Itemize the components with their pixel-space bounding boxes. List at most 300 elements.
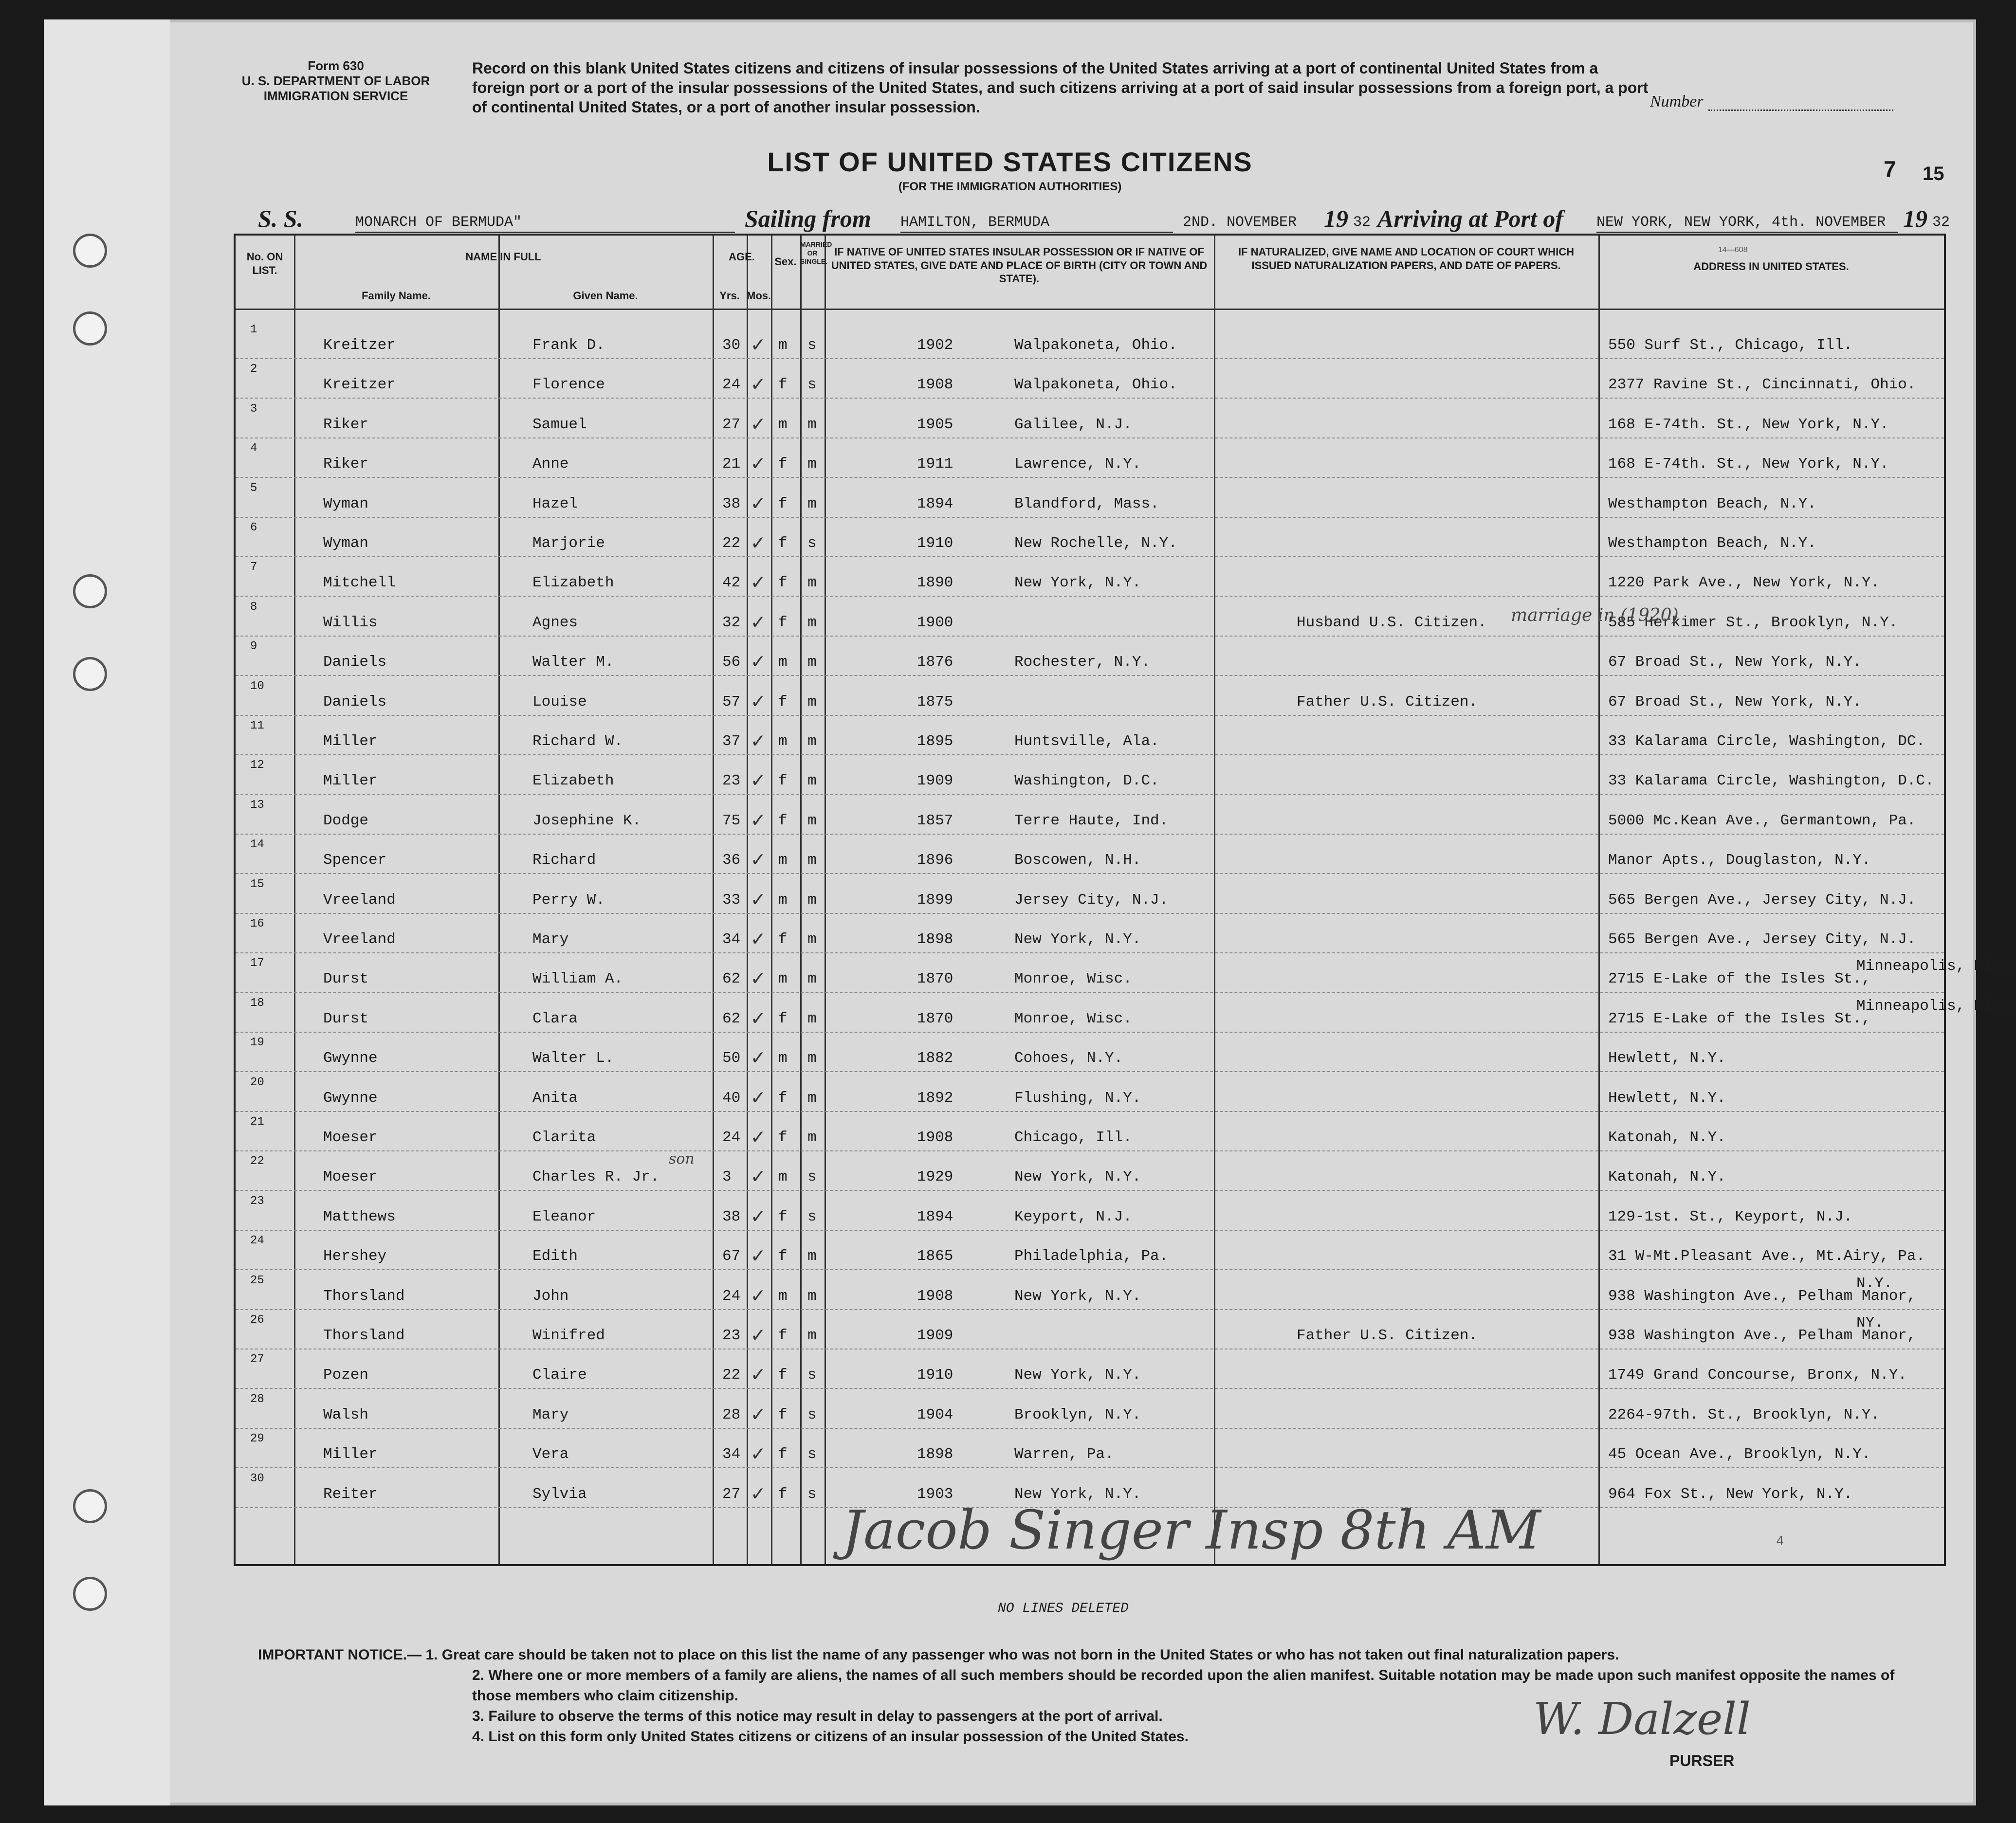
address: 33 Kalarama Circle, Washington, D.C. [1608, 772, 1934, 790]
sex: f [778, 1367, 788, 1384]
address: Hewlett, N.Y. [1608, 1089, 1726, 1107]
family-name: Thorsland [323, 1287, 405, 1305]
sex: m [778, 891, 788, 909]
birth-place: Monroe, Wisc. [1014, 1010, 1132, 1027]
family-name: Mitchell [323, 574, 396, 592]
notice-item: 2. Where one or more members of a family are aliens, the names of all such members should be recorded upon the alien manifest. Suitable notation may be made upon such manifest opposite the names of those members who claim citizenship. [472, 1667, 1895, 1704]
family-name: Hershey [323, 1248, 387, 1265]
check-mark-icon: ✓ [751, 611, 765, 636]
marriage-note: marriage in (1920) [1511, 605, 1679, 625]
birth-year: 1875 [917, 693, 953, 711]
given-name: Vera [532, 1446, 569, 1463]
address: 33 Kalarama Circle, Washington, DC. [1608, 733, 1925, 750]
birth-year: 1890 [917, 574, 953, 592]
given-name: Perry W. [532, 891, 605, 909]
given-name: Eleanor [532, 1208, 596, 1225]
row-divider [236, 1150, 1944, 1151]
given-name: Agnes [532, 614, 578, 631]
birth-place: New York, N.Y. [1014, 1485, 1141, 1503]
address: 2377 Ravine St., Cincinnati, Ohio. [1608, 376, 1916, 394]
age: 50 [722, 1050, 741, 1067]
age: 33 [722, 891, 741, 909]
sex: f [778, 1327, 788, 1344]
birth-place: Blandford, Mass. [1014, 495, 1159, 512]
row-divider [236, 398, 1944, 399]
check-mark-icon: ✓ [751, 532, 765, 556]
sex: f [778, 495, 788, 512]
row-divider [236, 477, 1944, 478]
marital-status: m [807, 614, 817, 631]
given-name: Richard W. [532, 733, 623, 750]
marital-status: m [807, 1050, 817, 1067]
birth-place: Monroe, Wisc. [1014, 970, 1132, 988]
marital-status: m [807, 772, 817, 790]
row-number: 25 [250, 1274, 264, 1287]
col-header-sex: Sex. [774, 255, 797, 268]
family-name: Reiter [323, 1485, 378, 1503]
naturalization: Husband U.S. Citizen. [1297, 614, 1487, 631]
age: 24 [722, 1287, 741, 1305]
sex: f [778, 535, 788, 552]
given-name: Clara [532, 1010, 578, 1027]
check-mark-icon: ✓ [751, 809, 765, 834]
row-number: 4 [250, 442, 257, 456]
marital-status: m [807, 891, 817, 909]
check-mark-icon: ✓ [751, 730, 765, 754]
age: 56 [722, 654, 741, 671]
check-mark-icon: ✓ [751, 1284, 765, 1309]
birth-year: 1908 [917, 1287, 953, 1305]
given-name: Walter L. [532, 1050, 614, 1067]
address: Katonah, N.Y. [1608, 1129, 1726, 1146]
check-mark-icon: ✓ [751, 1443, 765, 1468]
purser-signature: W. Dalzell [1533, 1694, 1751, 1745]
marital-status: m [807, 1010, 817, 1027]
check-mark-icon: ✓ [751, 334, 765, 358]
form-header [238, 58, 433, 104]
row-number: 23 [250, 1194, 264, 1208]
check-mark-icon: ✓ [751, 1126, 765, 1150]
birth-place: Walpakoneta, Ohio. [1014, 337, 1177, 354]
notice-item: 1. Great care should be taken not to place on this list the name of any passenger who was not born in the United States or who has not taken out final naturalization papers. [425, 1647, 1619, 1663]
address: 565 Bergen Ave., Jersey City, N.J. [1608, 931, 1916, 948]
birth-place: Galilee, N.J. [1014, 416, 1132, 433]
marital-status: m [807, 931, 817, 948]
row-divider [236, 1071, 1944, 1072]
birth-place: Rochester, N.Y. [1014, 654, 1151, 671]
sex: m [778, 654, 788, 671]
marital-status: m [807, 1287, 817, 1305]
marital-status: m [807, 693, 817, 711]
binder-hole [73, 657, 107, 691]
row-divider [236, 517, 1944, 518]
address: 2264-97th. St., Brooklyn, N.Y. [1608, 1406, 1880, 1423]
address-line-2: N.Y. [1856, 1275, 1893, 1292]
col-header-yrs: Yrs. [719, 290, 740, 302]
given-name: Louise [532, 693, 587, 711]
row-number: 13 [250, 798, 264, 812]
check-mark-icon: ✓ [751, 373, 765, 398]
row-divider [236, 1230, 1944, 1231]
row-number: 1 [250, 323, 257, 336]
form-number: Form 630 [308, 58, 364, 73]
check-mark-icon: ✓ [751, 1047, 765, 1072]
address: 168 E-74th. St., New York, N.Y. [1608, 416, 1889, 433]
sex: f [778, 574, 788, 592]
row-number: 18 [250, 996, 264, 1010]
age: 30 [722, 337, 741, 354]
birth-year: 1857 [917, 812, 953, 829]
birth-year: 1870 [917, 1010, 953, 1027]
family-name: Gwynne [323, 1050, 378, 1067]
age: 42 [722, 574, 741, 592]
check-mark-icon: ✓ [751, 651, 765, 675]
given-name: Walter M. [532, 654, 614, 671]
family-name: Miller [323, 733, 378, 750]
row-number: 3 [250, 402, 257, 416]
marital-status: m [807, 1248, 817, 1265]
family-name: Moeser [323, 1129, 378, 1146]
age: 28 [722, 1406, 741, 1423]
birth-year: 1905 [917, 416, 953, 433]
sex: m [778, 1050, 788, 1067]
birth-year: 1910 [917, 535, 953, 552]
birth-place: Cohoes, N.Y. [1014, 1050, 1123, 1067]
ship-name: MONARCH OF BERMUDA" [355, 214, 735, 233]
birth-year: 1870 [917, 970, 953, 988]
row-number: 15 [250, 877, 264, 891]
check-mark-icon: ✓ [751, 769, 765, 794]
birth-place: Jersey City, N.J. [1014, 891, 1169, 909]
marital-status: m [807, 970, 817, 988]
sex: m [778, 1287, 788, 1305]
family-name: Riker [323, 456, 369, 473]
row-number: 8 [250, 600, 257, 614]
birth-place: Keyport, N.J. [1014, 1208, 1132, 1225]
notice-item: 4. List on this form only United States citizens or citizens of an insular possession of the United States. [472, 1729, 1189, 1745]
check-mark-icon: ✓ [751, 849, 765, 874]
col-header-married: MARRIED OR SINGLE. [800, 240, 832, 265]
marital-status: s [807, 376, 817, 394]
birth-year: 1894 [917, 495, 953, 512]
manifest-page [44, 19, 2011, 1805]
family-name: Moeser [323, 1168, 378, 1186]
row-divider [236, 358, 1944, 359]
birth-year: 1882 [917, 1050, 953, 1067]
marital-status: s [807, 1485, 817, 1503]
family-name: Vreeland [323, 931, 396, 948]
row-divider [236, 675, 1944, 676]
check-mark-icon: ✓ [751, 1364, 765, 1388]
given-name: Winifred [532, 1327, 605, 1344]
age: 37 [722, 733, 741, 750]
sex: m [778, 416, 788, 433]
age: 27 [722, 416, 741, 433]
age: 38 [722, 495, 741, 512]
birth-place: Philadelphia, Pa. [1014, 1248, 1169, 1265]
row-number: 29 [250, 1432, 264, 1446]
citizens-table [234, 234, 2011, 1566]
marital-status: m [807, 812, 817, 829]
address: 31 W-Mt.Pleasant Ave., Mt.Airy, Pa. [1608, 1248, 1925, 1265]
row-number: 9 [250, 640, 257, 654]
address: 938 Washington Ave., Pelham Manor, [1608, 1327, 1916, 1344]
page-title: LIST OF UNITED STATES CITIZENS [767, 146, 1253, 177]
age: 22 [722, 535, 741, 552]
row-number: 19 [250, 1036, 264, 1050]
row-number: 7 [250, 561, 257, 574]
address: 565 Bergen Ave., Jersey City, N.J. [1608, 891, 1916, 909]
address: Katonah, N.Y. [1608, 1168, 1726, 1186]
birth-year: 1908 [917, 1129, 953, 1146]
check-mark-icon: ✓ [751, 453, 765, 477]
marital-status: m [807, 1327, 817, 1344]
age: 62 [722, 1010, 741, 1027]
sex: f [778, 812, 788, 829]
age: 38 [722, 1208, 741, 1225]
address-line-2: Minneapolis, Minn [1856, 958, 2011, 975]
birth-place: New York, N.Y. [1014, 1367, 1141, 1384]
given-name: Charles R. Jr. [532, 1168, 660, 1186]
binder-hole [73, 1489, 107, 1523]
sex: f [778, 772, 788, 790]
given-name: Samuel [532, 416, 587, 433]
birth-year: 1898 [917, 931, 953, 948]
sex: f [778, 1248, 788, 1265]
address: 45 Ocean Ave., Brooklyn, N.Y. [1608, 1446, 1871, 1463]
marital-status: m [807, 852, 817, 869]
row-divider [236, 596, 1944, 597]
check-mark-icon: ✓ [751, 1245, 765, 1270]
address: 585 Herkimer St., Brooklyn, N.Y. [1608, 614, 1898, 631]
marital-status: s [807, 1208, 817, 1225]
birth-year: 1909 [917, 1327, 953, 1344]
address: Westhampton Beach, N.Y. [1608, 535, 1816, 552]
intro-text: Record on this blank United States citizens and citizens of insular possessions of the United States arriving at a port of continental United States from a foreign port or a port of the insular possessions of the United States, and such citizens arriving at a port of said insular possessions from a foreign port, a port of continental United States, or a port of another insular possession. [472, 59, 1649, 116]
marital-status: s [807, 1446, 817, 1463]
number-label: Number [1650, 92, 1704, 110]
row-divider [236, 754, 1944, 755]
given-name: Clarita [532, 1129, 596, 1146]
address: 938 Washington Ave., Pelham Manor, [1608, 1287, 1916, 1305]
sex: f [778, 1406, 788, 1423]
given-name: Frank D. [532, 337, 605, 354]
birth-place: Walpakoneta, Ohio. [1014, 376, 1177, 394]
page-mark-2: 15 [1923, 163, 1944, 184]
address: 5000 Mc.Kean Ave., Germantown, Pa. [1608, 812, 1916, 829]
birth-place: Terre Haute, Ind. [1014, 812, 1169, 829]
age: 23 [722, 1327, 741, 1344]
sex: f [778, 1129, 788, 1146]
birth-year: 1900 [917, 614, 953, 631]
row-divider [236, 636, 1944, 637]
row-number: 10 [250, 679, 264, 693]
address: 129-1st. St., Keyport, N.J. [1608, 1208, 1853, 1225]
given-name: Anita [532, 1089, 578, 1107]
age: 27 [722, 1485, 741, 1503]
age: 23 [722, 772, 741, 790]
check-mark-icon: ✓ [751, 1482, 765, 1507]
arrival-year: 32 [1932, 214, 1950, 231]
no-lines-deleted: NO LINES DELETED [998, 1601, 1129, 1616]
naturalization: Father U.S. Citizen. [1297, 1327, 1478, 1344]
row-divider [236, 913, 1944, 914]
sex: f [778, 1010, 788, 1027]
col-header-naturalized: IF NATURALIZED, GIVE NAME AND LOCATION OF COURT WHICH ISSUED NATURALIZATION PAPERS, AND DATE OF PAPERS. [1238, 246, 1575, 272]
row-number: 16 [250, 917, 264, 930]
birth-year: 1896 [917, 852, 953, 869]
row-divider [236, 794, 1944, 795]
marital-status: s [807, 535, 817, 552]
birth-place: New York, N.Y. [1014, 931, 1141, 948]
family-name: Gwynne [323, 1089, 378, 1107]
family-name: Dodge [323, 812, 369, 829]
page-margin-strip [44, 19, 170, 1805]
family-name: Pozen [323, 1367, 369, 1384]
birth-place: Warren, Pa. [1014, 1446, 1114, 1463]
sex: m [778, 852, 788, 869]
departure-year-prefix: 19 [1324, 205, 1348, 232]
row-number: 28 [250, 1392, 264, 1406]
given-name: Sylvia [532, 1485, 587, 1503]
page-mark: 7 [1884, 156, 1896, 182]
row-divider [236, 1032, 1944, 1033]
family-name: Miller [323, 772, 378, 790]
arrival-port: NEW YORK, NEW YORK, 4th. NOVEMBER [1596, 214, 1898, 233]
row-number: 26 [250, 1313, 264, 1327]
given-name: Anne [532, 456, 569, 473]
family-name: Kreitzer [323, 337, 396, 354]
birth-year: 1910 [917, 1367, 953, 1384]
row-number: 20 [250, 1076, 264, 1089]
naturalization: Father U.S. Citizen. [1297, 693, 1478, 711]
address-line-2: NY. [1856, 1314, 1884, 1331]
check-mark-icon: ✓ [751, 1403, 765, 1428]
col-header-number: No. ON LIST. [246, 251, 283, 276]
sex: f [778, 614, 788, 631]
marital-status: m [807, 416, 817, 433]
family-name: Vreeland [323, 891, 396, 909]
birth-place: Chicago, Ill. [1014, 1129, 1132, 1146]
check-mark-icon: ✓ [751, 1086, 765, 1111]
given-name: Elizabeth [532, 574, 614, 592]
col-header-given: Given Name. [573, 290, 638, 302]
row-number: 2 [250, 363, 257, 376]
inspector-signature: Jacob Singer Insp 8th AM [842, 1499, 1541, 1561]
address-line-2: Minneapolis, Minn [1856, 997, 2011, 1015]
birth-place: Huntsville, Ala. [1014, 733, 1159, 750]
family-name: Wyman [323, 535, 369, 552]
col-header-family: Family Name. [362, 290, 431, 302]
row-number: 24 [250, 1234, 264, 1248]
row-divider [236, 873, 1944, 874]
departure-port: HAMILTON, BERMUDA [900, 214, 1173, 233]
row-divider [236, 834, 1944, 835]
row-divider [236, 715, 1944, 716]
row-number: 11 [250, 719, 264, 732]
department-name: U. S. DEPARTMENT OF LABOR [241, 73, 430, 89]
age: 32 [722, 614, 741, 631]
sex: f [778, 1089, 788, 1107]
birth-year: 1895 [917, 733, 953, 750]
row-number: 6 [250, 521, 257, 534]
birth-year: 1929 [917, 1168, 953, 1186]
marital-status: m [807, 1129, 817, 1146]
address: Westhampton Beach, N.Y. [1608, 495, 1816, 512]
col-header-address: ADDRESS IN UNITED STATES. [1693, 260, 1849, 273]
address: 67 Broad St., New York, N.Y. [1608, 654, 1862, 671]
given-name: Claire [532, 1367, 587, 1384]
sex: f [778, 1485, 788, 1503]
family-name: Walsh [323, 1406, 369, 1423]
binder-hole [73, 234, 107, 268]
age: 3 [722, 1168, 732, 1186]
sex: f [778, 376, 788, 394]
age: 57 [722, 693, 741, 711]
marital-status: m [807, 733, 817, 750]
row-number: 17 [250, 957, 264, 970]
age: 24 [722, 376, 741, 394]
arriving-label: Arriving at Port of [1377, 205, 1563, 232]
departure-year: 32 [1353, 214, 1371, 231]
family-name: Matthews [323, 1208, 396, 1225]
check-mark-icon: ✓ [751, 1166, 765, 1190]
age: 36 [722, 852, 741, 869]
age: 24 [722, 1129, 741, 1146]
purser-label: PURSER [1669, 1752, 1735, 1769]
row-divider [236, 1309, 1944, 1310]
row-number: 22 [250, 1155, 264, 1168]
family-name: Durst [323, 970, 369, 988]
row-divider [236, 1269, 1944, 1270]
family-name: Kreitzer [323, 376, 396, 394]
sex: m [778, 337, 788, 354]
given-name: William A. [532, 970, 623, 988]
family-name: Riker [323, 416, 369, 433]
family-name: Wyman [323, 495, 369, 512]
number-line [1708, 109, 1893, 111]
row-divider [236, 992, 1944, 993]
age: 62 [722, 970, 741, 988]
check-mark-icon: ✓ [751, 690, 765, 715]
notice-item: 3. Failure to observe the terms of this notice may result in delay to passengers at the port of arrival. [472, 1708, 1163, 1724]
given-name: John [532, 1287, 569, 1305]
marital-status: s [807, 1406, 817, 1423]
check-mark-icon: ✓ [751, 492, 765, 517]
sex: f [778, 1208, 788, 1225]
son-note: son [669, 1150, 695, 1167]
birth-year: 1898 [917, 1446, 953, 1463]
birth-year: 1902 [917, 337, 953, 354]
sex: m [778, 1168, 788, 1186]
col-header-mos: Mos. [747, 290, 771, 302]
marital-status: m [807, 574, 817, 592]
check-mark-icon: ✓ [751, 413, 765, 438]
sex: f [778, 456, 788, 473]
birth-place: New York, N.Y. [1014, 1287, 1141, 1305]
binder-hole [73, 1577, 107, 1611]
print-code: 14—608 [1718, 246, 1748, 254]
birth-year: 1892 [917, 1089, 953, 1107]
page-small-number: 4 [1777, 1533, 1784, 1548]
family-name: Willis [323, 614, 378, 631]
row-divider [236, 1467, 1944, 1468]
marital-status: s [807, 1168, 817, 1186]
marital-status: s [807, 337, 817, 354]
address: 168 E-74th. St., New York, N.Y. [1608, 456, 1889, 473]
age: 34 [722, 1446, 741, 1463]
age: 75 [722, 812, 741, 829]
